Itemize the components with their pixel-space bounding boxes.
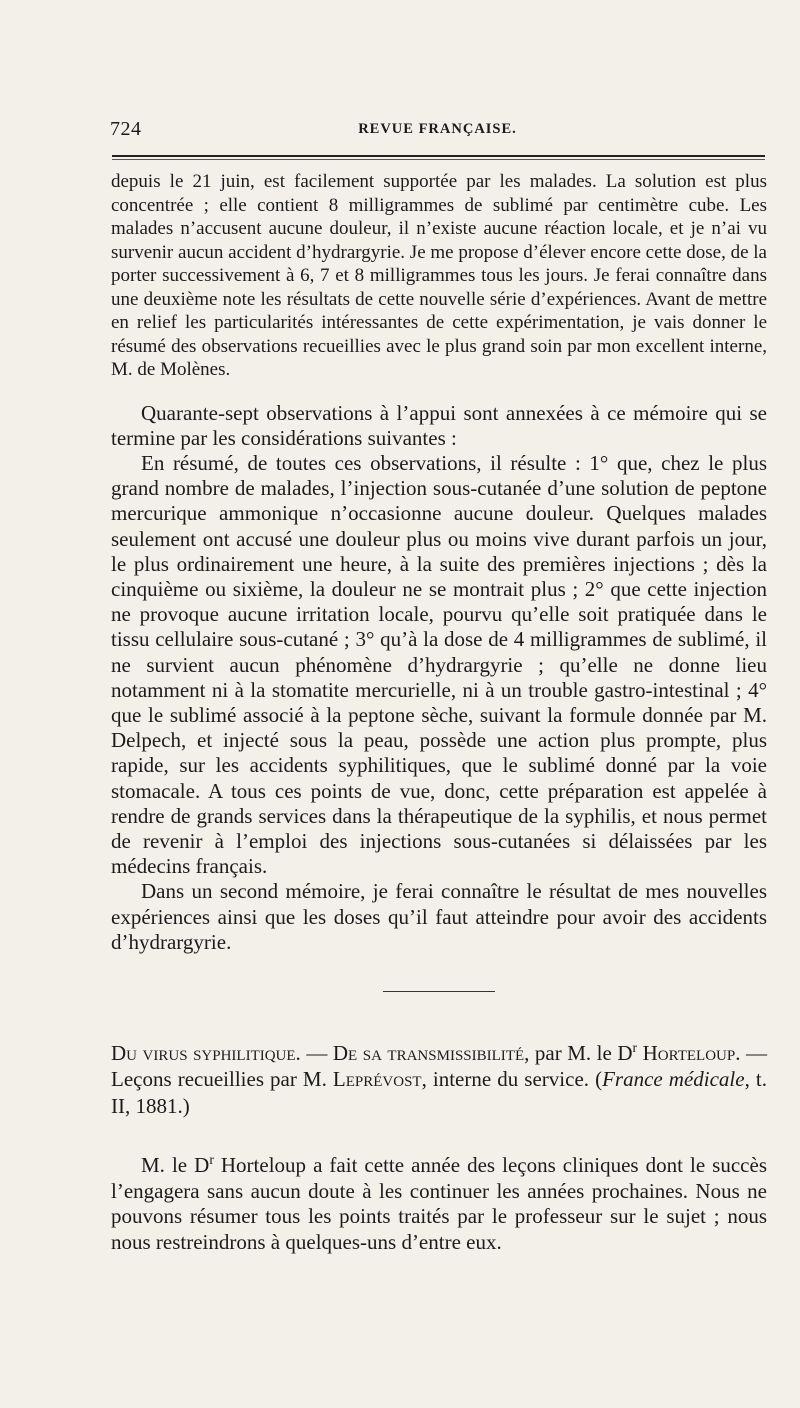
- title-part-2: De sa transmissibilité,: [332, 1040, 530, 1065]
- title-author: Horteloup.: [637, 1040, 741, 1065]
- paragraph-4: Dans un second mémoire, je ferai connaître le résultat de mes nouvelles expériences ainsi que les doses qu’il faut atteindre pour avoir des accidents d’hydrargyrie.: [111, 879, 767, 954]
- paragraph-2: Quarante-sept observations à l’appui sont annexées à ce mémoire qui se termine par les considérations suivantes :: [111, 400, 767, 450]
- title-source-tail: , t. II, 1881.): [111, 1067, 767, 1118]
- title-sup: r: [632, 1039, 638, 1055]
- article-intro: [111, 1153, 767, 1255]
- header-rule: [112, 155, 765, 157]
- body-text: [111, 170, 767, 1255]
- page-header: [110, 118, 765, 144]
- running-head: REVUE FRANÇAISE.: [358, 121, 517, 137]
- paragraph-1: depuis le 21 juin, est facilement supportée par les malades. La solution est plus concentrée ; elle contient 8 milligrammes de sublimé par centimètre cube. Les malades n’accusent aucune douleur, il n’existe aucune réaction locale, et je n’ai vu survenir aucun accident d’hydrargyrie. Je me propose d’élever encore cette dose, de la porter successivement à 6, 7 et 8 milligrammes tous les jours. Je ferai connaître dans une deuxième note les résultats de cette nouvelle série d’expériences. Avant de mettre en relief les particularités intéressantes de cette expérimentation, je vais donner le résumé des observations recueillies avec le plus grand soin par mon excellent interne, M. de Molènes.: [111, 171, 767, 380]
- page-number: 724: [110, 118, 142, 140]
- intro-text: Horteloup a fait cette année des leçons cliniques dont le succès l’engagera sans aucun doute à les continuer les années prochaines. Nous ne pouvons résumer tous les points traités par le professeur sur le sujet ; nous nous restreindrons à quelques-uns d’entre eux.: [111, 1153, 767, 1254]
- title-source: France médicale: [602, 1067, 745, 1092]
- title-line-2-prefix: — Leçons recueillies par M.: [111, 1040, 767, 1092]
- title-line-2-suffix: , interne du service. (: [421, 1067, 603, 1092]
- title-part-1: Du virus syphilitique.: [111, 1040, 301, 1065]
- title-reporter: Leprévost: [332, 1067, 422, 1092]
- title-separator: —: [300, 1040, 333, 1065]
- article-title: [111, 1040, 767, 1120]
- intro-prefix: M. le D: [141, 1153, 210, 1178]
- paragraph-3: En résumé, de toutes ces observations, il résulte : 1° que, chez le plus grand nombre de malades, l’injection sous-cutanée d’une solution de peptone mercurique ammonique n’occasionne aucune douleur. Quelques malades seulement ont accusé une douleur plus ou moins vive durant parfois un jour, le plus ordinairement une heure, à la suite des premières injections ; dès la cinquième ou sixième, la douleur ne se montrait plus ; 2° que cette injection ne provoque aucune irritation locale, pourvu qu’elle soit pratiquée dans le tissu cellulaire sous-cutané ; 3° qu’à la dose de 4 milligrammes de sublimé, il ne survient aucun phénomène d’hydrargyrie ; qu’elle ne donne lieu notamment ni à la stomatite mercurielle, ni à un trouble gastro-intestinal ; 4° que le sublimé associé à la peptone sèche, suivant la formule donnée par M. Delpech, et injecté sous la peau, possède une action plus prompte, plus rapide, sur les accidents syphilitiques, que le sublimé donné par la voie stomacale. A tous ces points de vue, donc, cette préparation est appelée à rendre de grands services dans la thérapeutique de la syphilis, et nous permet de revenir à l’emploi des injections sous-cutanées si délaissées par les médecins français.: [111, 450, 767, 879]
- intro-sup: r: [209, 1152, 214, 1168]
- title-by: par M. le D: [529, 1040, 633, 1065]
